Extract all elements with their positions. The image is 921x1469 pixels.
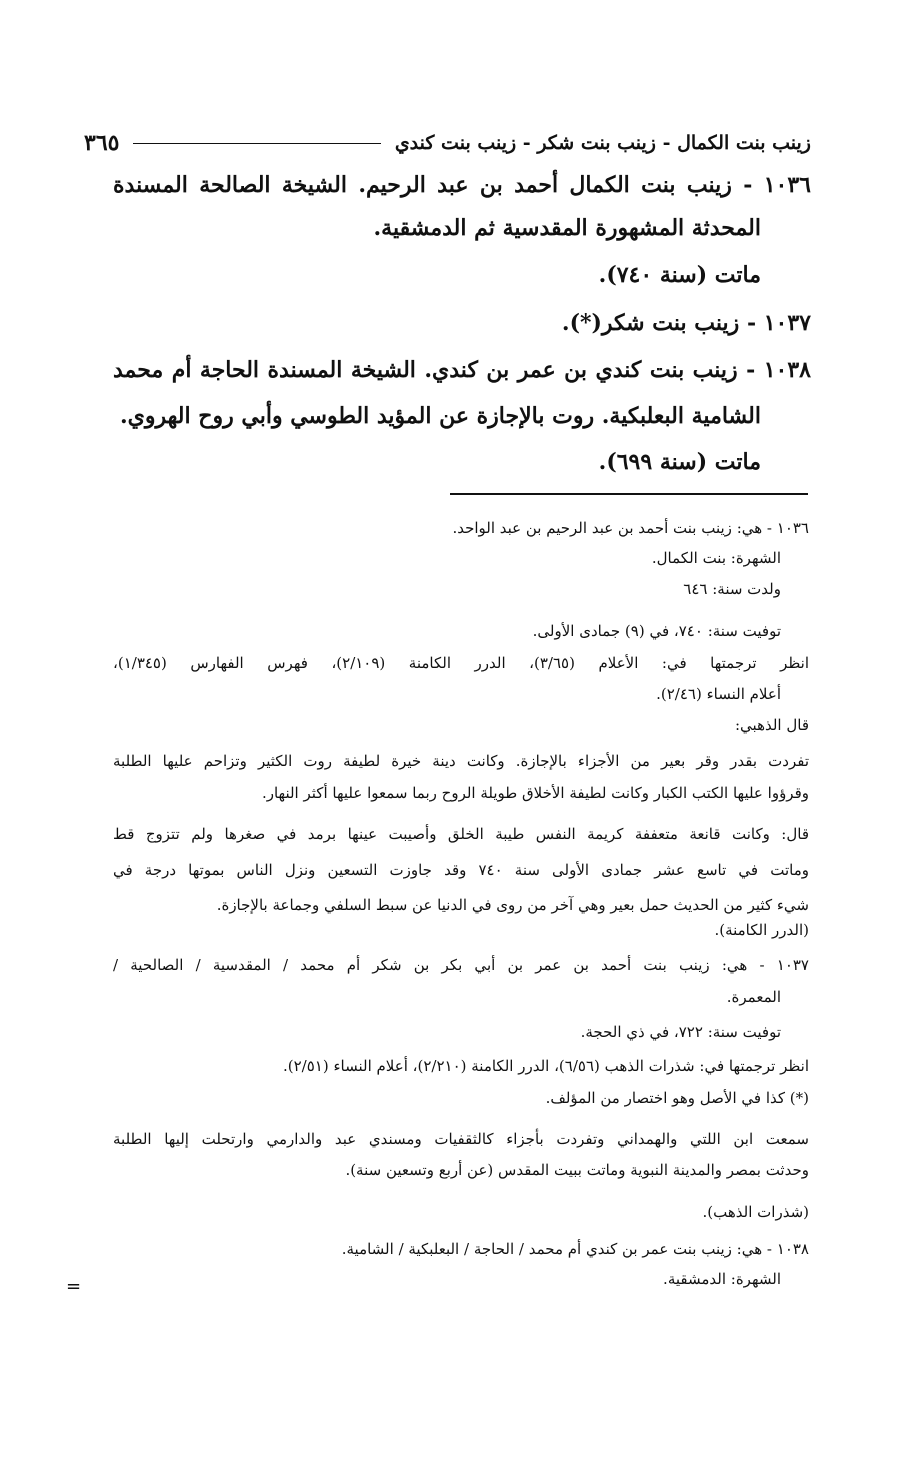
entry-1038-line-1: ١٠٣٨ - زينب بنت كندي بن عمر بن كندي. الشيخة المسندة الحاجة أم محمد bbox=[113, 357, 811, 383]
fn-1036-line-1: ١٠٣٦ - هي: زينب بنت أحمد بن عبد الرحيم بن عبد الواحد. bbox=[452, 519, 809, 537]
fn-1037-line-3: توفيت سنة: ٧٢٢، في ذي الحجة. bbox=[580, 1023, 781, 1041]
fn-1036-line-11: وماتت في تاسع عشر جمادى الأولى سنة ٧٤٠ وقد جاوزت التسعين ونزل الناس بموتها درجة في bbox=[113, 861, 809, 879]
fn-1038-line-2: الشهرة: الدمشقية. bbox=[663, 1270, 781, 1288]
fn-1037-line-6: سمعت ابن اللتي والهمداني وتفردت بأجزاء كالثقفيات ومسندي عبد والدارمي وارتحلت إليها الطلبة bbox=[113, 1130, 809, 1148]
fn-1036-line-8: تفردت بقدر وقر بعير من الأجزاء بالإجازة. وكانت دينة خيرة لطيفة روت الكثير وتزاحم عليها الطلبة bbox=[113, 752, 809, 770]
header-rule bbox=[133, 143, 380, 144]
running-title: زينب بنت الكمال - زينب بنت شكر - زينب بنت كندي bbox=[394, 132, 811, 154]
fn-1037-line-8: (شذرات الذهب). bbox=[702, 1203, 809, 1221]
fn-1037-line-1: ١٠٣٧ - هي: زينب بنت أحمد بن عمر بن أبي بكر بن شكر أم محمد / المقدسية / الصالحية / bbox=[113, 956, 809, 974]
fn-1036-line-6: أعلام النساء (٢/٤٦). bbox=[656, 685, 781, 703]
entry-1037-line-1: ١٠٣٧ - زينب بنت شكر(*). bbox=[561, 310, 811, 336]
fn-1036-line-4: توفيت سنة: ٧٤٠، في (٩) جمادى الأولى. bbox=[532, 622, 781, 640]
fn-1036-line-13: (الدرر الكامنة). bbox=[714, 921, 809, 939]
fn-1037-line-5: (*) كذا في الأصل وهو اختصار من المؤلف. bbox=[545, 1089, 809, 1107]
page-header bbox=[84, 128, 811, 158]
entry-1036-line-3: ماتت (سنة ٧٤٠). bbox=[598, 262, 761, 288]
fn-1036-line-10: قال: وكانت قانعة متعففة كريمة النفس طيبة الخلق وأصيبت عينها برمد في صغرها ولم تتزوج قط bbox=[113, 825, 810, 843]
fn-1036-line-9: وقرؤوا عليها الكتب الكبار وكانت لطيفة الأخلاق طويلة الروح ربما سمعوا عليها أكثر النهار. bbox=[261, 784, 809, 802]
fn-1037-line-2: المعمرة. bbox=[726, 988, 781, 1006]
fn-1038-line-1: ١٠٣٨ - هي: زينب بنت عمر بن كندي أم محمد / الحاجة / البعلبكية / الشامية. bbox=[341, 1240, 809, 1258]
entry-1038-line-3: ماتت (سنة ٦٩٩). bbox=[598, 449, 761, 475]
fn-1037-line-7: وحدثت بمصر والمدينة النبوية وماتت ببيت المقدس (عن أربع وتسعين سنة). bbox=[345, 1161, 809, 1179]
fn-1036-line-7: قال الذهبي: bbox=[734, 716, 809, 734]
fn-1036-line-12: شيء كثير من الحديث حمل بعير وهي آخر من روى في الدنيا عن سبط السلفي وجماعة بالإجازة. bbox=[216, 896, 809, 914]
fn-1036-line-3: ولدت سنة: ٦٤٦ bbox=[683, 580, 781, 598]
entry-1036-line-2: المحدثة المشهورة المقدسية ثم الدمشقية. bbox=[373, 215, 761, 241]
fn-1037-line-4: انظر ترجمتها في: شذرات الذهب (٦/٥٦)، الدرر الكامنة (٢/٢١٠)، أعلام النساء (٢/٥١). bbox=[283, 1057, 809, 1075]
continuation-mark: = bbox=[66, 1276, 82, 1297]
page-number: ٣٦٥ bbox=[84, 130, 120, 156]
fn-1036-line-5: انظر ترجمتها في: الأعلام (٣/٦٥)، الدرر الكامنة (٢/١٠٩)، فهرس الفهارس (١/٣٤٥)، bbox=[113, 654, 809, 672]
fn-1036-line-2: الشهرة: بنت الكمال. bbox=[651, 549, 781, 567]
entry-1038-line-2: الشامية البعلبكية. روت بالإجازة عن المؤيد الطوسي وأبي روح الهروي. bbox=[120, 403, 761, 429]
footnote-separator bbox=[450, 493, 808, 495]
entry-1036-line-1: ١٠٣٦ - زينب بنت الكمال أحمد بن عبد الرحيم. الشيخة الصالحة المسندة bbox=[113, 172, 811, 198]
